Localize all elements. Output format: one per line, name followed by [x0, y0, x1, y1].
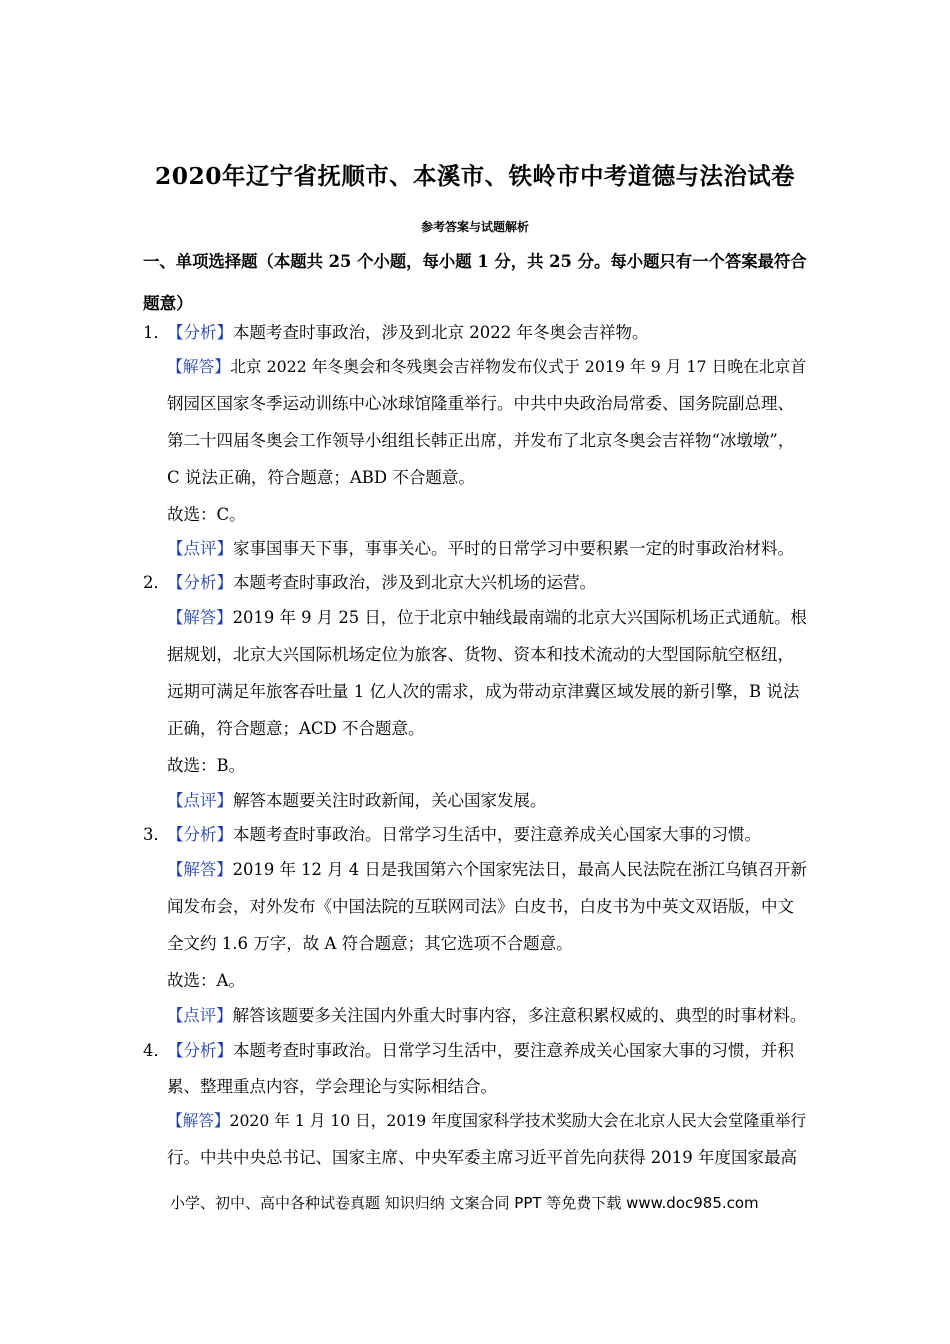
analysis-text: 本题考查时事政治。日常学习生活中，要注意养成关心国家大事的习惯。 [233, 825, 761, 844]
analysis-line [167, 1040, 794, 1062]
comment-tag: 【点评】 [167, 791, 233, 810]
question-number: 3． [143, 825, 170, 844]
question-number: 2． [143, 573, 170, 592]
analysis-text: 本题考查时事政治，涉及到北京 2022 年冬奥会吉祥物。 [233, 323, 649, 342]
answer-text: 据规划，北京大兴国际机场定位为旅客、货物、资本和技术流动的大型国际航空枢纽， [167, 645, 794, 664]
footer-download-note: 小学、初中、高中各种试卷真题 知识归纳 文案合同 PPT 等免费下载 www.doc985.com [170, 1194, 759, 1212]
answer-line [167, 1110, 806, 1132]
comment-line [167, 790, 547, 812]
section-heading-line1: 一、单项选择题（本题共 25 个小题，每小题 1 分，共 25 分。每小题只有一个答案最符合 [143, 252, 807, 271]
answer-text: 第二十四届冬奥会工作领导小组组长韩正出席，并发布了北京冬奥会吉祥物“冰墩墩”， [167, 431, 795, 450]
answer-text: 北京 2022 年冬奥会和冬残奥会吉祥物发布仪式于 2019 年 9 月 17 日晚在北京首 [230, 357, 807, 376]
answer-text: 全文约 1.6 万字，故 A 符合题意；其它选项不合题意。 [167, 934, 573, 953]
analysis-line [167, 824, 761, 846]
answer-tag: 【解答】 [167, 860, 233, 879]
analysis-text: 本题考查时事政治，涉及到北京大兴机场的运营。 [233, 573, 596, 592]
page-subtitle: 参考答案与试题解析 [420, 220, 529, 234]
answer-tag: 【解答】 [167, 608, 233, 627]
comment-text: 解答本题要关注时政新闻，关心国家发展。 [233, 791, 547, 810]
analysis-text: 累、整理重点内容，学会理论与实际相结合。 [167, 1077, 497, 1096]
answer-line [167, 356, 806, 378]
choice-text: 故选：A。 [167, 971, 245, 990]
answer-text: 正确，符合题意；ACD 不合题意。 [167, 719, 425, 738]
analysis-tag: 【分析】 [167, 1041, 233, 1060]
answer-text: C 说法正确，符合题意；ABD 不合题意。 [167, 468, 475, 487]
answer-text: 闻发布会，对外发布《中国法院的互联网司法》白皮书，白皮书为中英文双语版，中文 [167, 897, 794, 916]
comment-line [167, 538, 794, 560]
analysis-tag: 【分析】 [167, 825, 233, 844]
choice-text: 故选：B。 [167, 756, 246, 775]
page-title: 2020年辽宁省抚顺市、本溪市、铁岭市中考道德与法治试卷 [154, 162, 796, 190]
answer-text: 远期可满足年旅客吞吐量 1 亿人次的需求，成为带动京津冀区域发展的新引擎，B 说法 [167, 682, 800, 701]
question-number: 4． [143, 1041, 170, 1060]
answer-tag: 【解答】 [167, 1111, 230, 1130]
question-number: 1． [143, 323, 170, 342]
section-heading-line2: 题意） [143, 293, 193, 313]
answer-text: 2019 年 12 月 4 日是我国第六个国家宪法日，最高人民法院在浙江乌镇召开新 [232, 860, 807, 879]
analysis-line [167, 322, 648, 344]
comment-line [167, 1005, 806, 1027]
comment-tag: 【点评】 [167, 1006, 233, 1025]
comment-tag: 【点评】 [167, 539, 233, 558]
answer-text: 2020 年 1 月 10 日，2019 年度国家科学技术奖励大会在北京人民大会堂隆重举行 [229, 1111, 807, 1130]
analysis-tag: 【分析】 [167, 323, 233, 342]
answer-text: 钢园区国家冬季运动训练中心冰球馆隆重举行。中共中央政治局常委、国务院副总理、 [167, 394, 794, 413]
comment-text: 家事国事天下事，事事关心。平时的日常学习中要积累一定的时事政治材料。 [233, 539, 794, 558]
choice-text: 故选：C。 [167, 505, 246, 524]
answer-text: 行。中共中央总书记、国家主席、中央军委主席习近平首先向获得 2019 年度国家最高 [167, 1148, 797, 1167]
answer-line [167, 859, 807, 881]
analysis-tag: 【分析】 [167, 573, 233, 592]
analysis-text: 本题考查时事政治。日常学习生活中，要注意养成关心国家大事的习惯，并积 [233, 1041, 794, 1060]
answer-line [167, 607, 807, 629]
answer-text: 2019 年 9 月 25 日，位于北京中轴线最南端的北京大兴国际机场正式通航。根 [232, 608, 807, 627]
analysis-line [167, 572, 596, 594]
comment-text: 解答该题要多关注国内外重大时事内容，多注意积累权威的、典型的时事材料。 [232, 1006, 807, 1025]
answer-tag: 【解答】 [167, 357, 231, 376]
